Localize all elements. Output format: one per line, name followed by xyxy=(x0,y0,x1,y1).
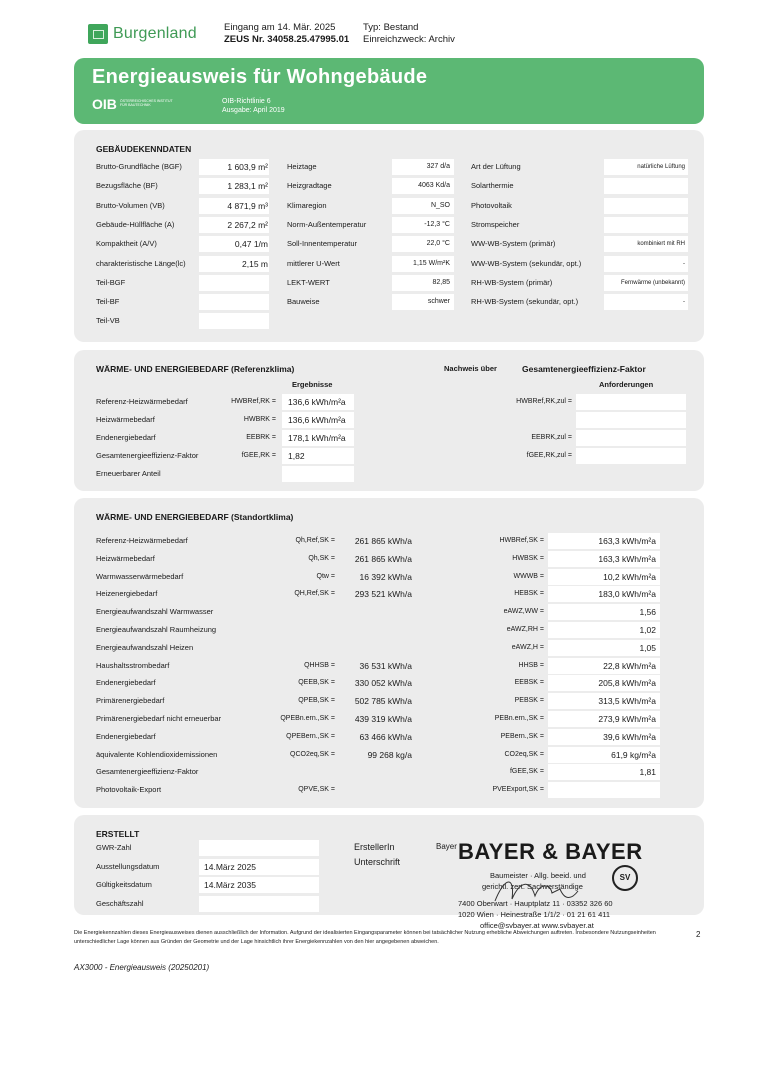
value-box xyxy=(199,896,319,912)
signature xyxy=(490,871,580,911)
result-value: 136,6 kWh/m²a xyxy=(288,397,346,407)
field-label: Haushaltsstrombedarf xyxy=(96,660,170,670)
field-label: WW-WB-System (sekundär, opt.) xyxy=(471,258,582,268)
value-box xyxy=(548,782,660,798)
symbol-label: HWBRef,RK = xyxy=(231,398,276,405)
burgenland-logo-icon xyxy=(88,24,108,44)
symbol-label: QEEB,SK = xyxy=(298,679,335,687)
symbol-label: HEBSK = xyxy=(514,590,544,598)
oib-logo: OIB xyxy=(92,96,117,112)
requirement-symbol: fGEE,RK,zul = xyxy=(526,452,572,459)
field-label: LEKT-WERT xyxy=(287,277,330,287)
gebaeudekenndaten-panel xyxy=(74,130,704,342)
zeus-number: ZEUS Nr. 34058.25.47995.01 xyxy=(224,34,350,45)
value-box xyxy=(199,294,269,310)
stamp-line: office@svbayer.at www.svbayer.at xyxy=(480,921,594,930)
field-label: Energieaufwandszahl Warmwasser xyxy=(96,607,214,617)
specific-value: 1,81 xyxy=(639,767,656,778)
stamp-company-name: BAYER & BAYER xyxy=(458,839,643,864)
field-label: Warmwasserwärmebedarf xyxy=(96,571,184,581)
requirement-box xyxy=(576,394,686,410)
field-value: 82,85 xyxy=(432,278,450,286)
symbol-label: EEBRK = xyxy=(246,434,276,441)
specific-value: 205,8 kWh/m²a xyxy=(598,678,656,689)
field-label: Brutto-Volumen (VB) xyxy=(96,200,165,210)
symbol-label: PEBn.ern.,SK = xyxy=(494,715,544,722)
field-label: Bezugsfläche (BF) xyxy=(96,181,158,191)
value-box xyxy=(604,198,688,214)
symbol-label: eAWZ,WW = xyxy=(503,608,544,616)
eingang-date: Eingang am 14. Mär. 2025 xyxy=(224,22,336,33)
field-label: Teil-BGF xyxy=(96,277,126,287)
result-value: 36 531 kWh/a xyxy=(359,660,412,671)
unterschrift-label: Unterschrift xyxy=(354,857,401,867)
specific-value: 163,3 kWh/m²a xyxy=(598,553,656,564)
symbol-label: fGEE,RK = xyxy=(241,452,276,459)
specific-value: 39,6 kWh/m²a xyxy=(603,731,656,742)
field-label: Heizgradtage xyxy=(287,181,332,191)
requirement-box xyxy=(576,448,686,464)
field-value: schwer xyxy=(427,298,450,306)
field-value: 4063 Kd/a xyxy=(418,182,450,190)
requirement-box xyxy=(576,412,686,428)
ausgabe-label: Ausgabe: April 2019 xyxy=(222,107,285,114)
stamp-line: 7400 Oberwart · Hauptplatz 11 · 03352 326 60 xyxy=(458,899,613,908)
value-box xyxy=(604,178,688,194)
field-label: Referenz-Heizwärmebedarf xyxy=(96,536,188,545)
section-title: GEBÄUDEKENNDATEN xyxy=(96,144,192,154)
field-label: Gesamtenergieeffizienz-Faktor xyxy=(96,451,199,460)
result-value: 261 865 kWh/a xyxy=(354,536,412,546)
page-number: 2 xyxy=(696,930,701,939)
field-label: Endenergiebedarf xyxy=(96,433,156,442)
field-label: Primärenergiebedarf nicht erneuerbar xyxy=(96,714,222,723)
field-label: Geschäftszahl xyxy=(96,898,144,908)
field-label: Klimaregion xyxy=(287,200,327,210)
field-label: Stromspeicher xyxy=(471,219,520,229)
field-value: natürliche Lüftung xyxy=(637,164,685,170)
field-value: 4 871,9 m³ xyxy=(227,200,268,211)
field-label: Heizwärmebedarf xyxy=(96,553,155,563)
result-value: 330 052 kWh/a xyxy=(354,678,412,689)
field-value: - xyxy=(683,260,685,267)
result-value: 178,1 kWh/m²a xyxy=(288,433,346,443)
company-stamp xyxy=(430,835,650,930)
requirement-box xyxy=(576,430,686,446)
symbol-label: PEBSK = xyxy=(514,697,544,705)
field-value: 1 603,9 m² xyxy=(227,162,268,172)
symbol-label: HWBSK = xyxy=(512,554,544,562)
result-value: 16 392 kWh/a xyxy=(359,571,412,582)
anforderungen-label: Anforderungen xyxy=(599,380,654,389)
field-value: 14.März 2025 xyxy=(204,861,256,872)
field-label: mittlerer U-Wert xyxy=(287,258,340,268)
referenzklima-panel xyxy=(74,350,704,491)
specific-value: 61,9 kg/m²a xyxy=(611,749,656,760)
field-label: Heizenergiebedarf xyxy=(96,589,158,599)
submission-purpose: Einreichzweck: Archiv xyxy=(363,34,455,45)
burgenland-logo xyxy=(88,24,197,44)
symbol-label: QPVE,SK = xyxy=(298,786,335,794)
value-box xyxy=(282,466,354,482)
field-label: GWR-Zahl xyxy=(96,843,132,852)
ersteller-label: ErstellerIn xyxy=(354,842,395,852)
section-title: ERSTELLT xyxy=(96,829,140,839)
result-value: 1,82 xyxy=(288,451,305,461)
symbol-label: CO2eq,SK = xyxy=(504,750,544,758)
field-label: Solarthermie xyxy=(471,181,514,191)
result-value: 99 268 kg/a xyxy=(367,749,412,760)
document-type: Typ: Bestand xyxy=(363,22,419,33)
field-value: - xyxy=(683,299,685,306)
stamp-line: 1020 Wien · Heinestraße 1/1/2 · 01 21 61 411 xyxy=(458,910,611,919)
field-value: 14.März 2035 xyxy=(204,880,256,890)
symbol-label: Qh,Ref,SK = xyxy=(295,537,335,544)
symbol-label: QH,Ref,SK = xyxy=(294,590,335,598)
title-banner xyxy=(74,58,704,124)
field-value: 2,15 m xyxy=(242,258,268,269)
field-value: 1,15 W/m²K xyxy=(413,259,450,267)
field-value: 2 267,2 m² xyxy=(227,219,268,230)
section-title: WÄRME- UND ENERGIEBEDARF (Referenzklima) xyxy=(96,364,295,374)
field-label: Kompaktheit (A/V) xyxy=(96,239,157,249)
result-value: 439 319 kWh/a xyxy=(354,714,412,724)
symbol-label: Qh,SK = xyxy=(308,554,335,562)
symbol-label: fGEE,SK = xyxy=(509,768,544,776)
specific-value: 313,5 kWh/m²a xyxy=(598,696,656,707)
field-value: -12,3 °C xyxy=(424,220,450,228)
field-value: Fernwärme (unbekannt) xyxy=(620,279,685,286)
result-value: 63 466 kWh/a xyxy=(359,731,412,742)
field-label: RH-WB-System (sekundär, opt.) xyxy=(471,297,579,307)
richtlinie-label: OIB-Richtlinie 6 xyxy=(222,98,271,105)
symbol-label: HWBRef,SK = xyxy=(499,537,544,544)
field-label: Energieaufwandszahl Raumheizung xyxy=(96,625,217,634)
field-label: Teil-VB xyxy=(96,316,120,326)
field-value: 22,0 °C xyxy=(426,240,450,248)
ersteller-prefix: Bayer xyxy=(436,842,457,851)
oib-subtitle: ÖSTERREICHISCHES INSTITUT FÜR BAUTECHNIK xyxy=(120,99,173,107)
symbol-label: PEBern.,SK = xyxy=(500,732,544,740)
symbol-label: HWBRK = xyxy=(243,416,276,423)
symbol-label: QPEB,SK = xyxy=(298,697,335,705)
specific-value: 10,2 kWh/m²a xyxy=(603,571,656,582)
ergebnisse-label: Ergebnisse xyxy=(292,380,333,389)
field-label: Erneuerbarer Anteil xyxy=(96,469,161,478)
field-value: kombiniert mit RH xyxy=(637,241,685,248)
symbol-label: HHSB = xyxy=(518,661,544,669)
field-label: Photovoltaik xyxy=(471,200,512,210)
standortklima-panel xyxy=(74,498,704,808)
symbol-label: QPEBern.,SK = xyxy=(286,732,335,740)
field-label: Heiztage xyxy=(287,162,317,171)
value-box xyxy=(199,313,269,329)
symbol-label: QCO2eq,SK = xyxy=(290,750,335,758)
symbol-label: Qtw = xyxy=(316,572,335,580)
field-label: Heizwärmebedarf xyxy=(96,415,155,424)
specific-value: 1,56 xyxy=(639,607,656,618)
field-value: 327 d/a xyxy=(426,163,450,170)
field-label: Gültigkeitsdatum xyxy=(96,880,152,889)
field-value: N_SO xyxy=(430,201,450,209)
nachweis-label: Nachweis über xyxy=(444,364,497,373)
field-label: äquivalente Kohlendioxidemissionen xyxy=(96,749,218,759)
value-box xyxy=(199,275,269,291)
field-value: 1 283,1 m² xyxy=(227,181,268,192)
specific-value: 183,0 kWh/m²a xyxy=(598,589,656,600)
field-value: 0,47 1/m xyxy=(234,239,268,250)
field-label: Art der Lüftung xyxy=(471,162,521,171)
field-label: Bauweise xyxy=(287,297,320,307)
symbol-label: QHHSB = xyxy=(304,661,335,669)
symbol-label: PVEExport,SK = xyxy=(492,786,544,794)
result-value: 136,6 kWh/m²a xyxy=(288,415,346,425)
software-label: AX3000 - Energieausweis (20250201) xyxy=(74,963,210,972)
field-label: Brutto-Grundfläche (BGF) xyxy=(96,162,182,171)
field-label: charakteristische Länge(lc) xyxy=(96,258,186,268)
value-box xyxy=(199,840,319,856)
brand-name: Burgenland xyxy=(113,25,197,42)
section-title: WÄRME- UND ENERGIEBEDARF (Standortklima) xyxy=(96,512,294,522)
field-label: WW-WB-System (primär) xyxy=(471,239,556,249)
field-label: Gebäude-Hüllfläche (A) xyxy=(96,219,175,229)
field-label: Photovoltaik-Export xyxy=(96,785,162,795)
field-label: Endenergiebedarf xyxy=(96,731,156,741)
field-label: RH-WB-System (primär) xyxy=(471,277,553,287)
stamp-line: Baumeister · Allg. beeid. und xyxy=(490,871,586,880)
symbol-label: EEBSK = xyxy=(514,679,544,687)
field-label: Energieaufwandszahl Heizen xyxy=(96,642,194,652)
symbol-label: eAWZ,RH = xyxy=(506,626,544,633)
field-label: Primärenergiebedarf xyxy=(96,696,165,706)
field-label: Referenz-Heizwärmebedarf xyxy=(96,397,188,406)
specific-value: 1,02 xyxy=(639,625,656,635)
symbol-label: QPEBn.ern.,SK = xyxy=(280,715,335,722)
specific-value: 273,9 kWh/m²a xyxy=(598,714,656,724)
field-label: Norm-Außentemperatur xyxy=(287,219,367,229)
gesamt-label: Gesamtenergieeffizienz-Faktor xyxy=(522,364,646,374)
stamp-line: gerichtl. zert. Sachverständige xyxy=(482,882,583,891)
specific-value: 1,05 xyxy=(639,642,656,653)
document-header xyxy=(88,20,688,50)
value-box xyxy=(604,217,688,233)
symbol-label: WWWB = xyxy=(513,572,544,580)
field-label: Gesamtenergieeffizienz-Faktor xyxy=(96,767,199,777)
requirement-symbol: EEBRK,zul = xyxy=(531,434,572,441)
field-label: Soll-Innentemperatur xyxy=(287,239,358,249)
specific-value: 163,3 kWh/m²a xyxy=(598,536,656,546)
specific-value: 22,8 kWh/m²a xyxy=(603,660,656,671)
field-label: Teil-BF xyxy=(96,297,120,307)
requirement-symbol: HWBRef,RK,zul = xyxy=(516,398,572,405)
sv-logo-icon: SV xyxy=(612,865,638,891)
page-title: Energieausweis für Wohngebäude xyxy=(92,66,428,88)
result-value: 293 521 kWh/a xyxy=(354,589,412,600)
disclaimer-footnote: Die Energiekennzahlen dieses Energieausweises dienen ausschließlich der Information. Aufgrund der idealisierten Eingangsparameter können bei tatsächlicher Nutzung erhebliche Abweichungen auftreten. Insbesondere Nutzungseinheiten unterschiedlicher Lage können aus Gründen der Geometrie und der Lage hinsichtlich ihrer Energiekennzahlen von den hier angegebenen abweichen. xyxy=(74,930,656,945)
result-value: 502 785 kWh/a xyxy=(354,696,412,707)
field-label: Ausstellungsdatum xyxy=(96,861,160,871)
result-value: 261 865 kWh/a xyxy=(354,553,412,564)
field-label: Endenergiebedarf xyxy=(96,678,156,688)
symbol-label: eAWZ,H = xyxy=(511,643,544,651)
